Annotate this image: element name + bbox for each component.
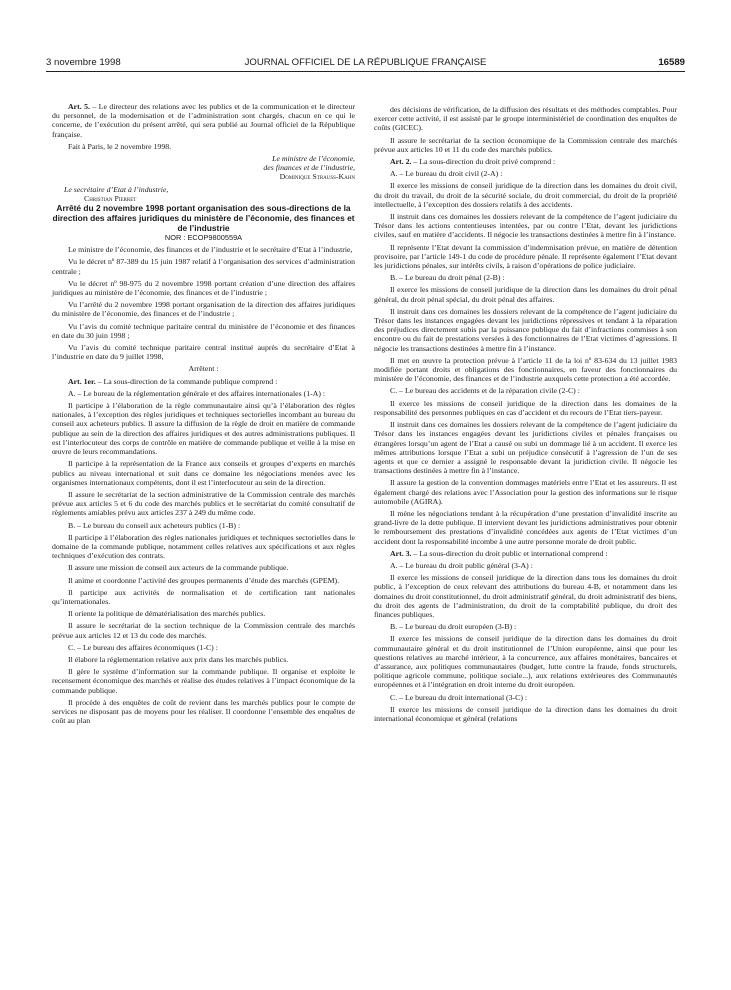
article-3-text: – La sous-direction du droit public et international comprend : (411, 548, 608, 558)
paragraph: Il participe aux activités de normalisation et de certification tant nationales qu’internationales. (52, 587, 355, 606)
nor-reference: NOR : ECOP9800559A (164, 233, 243, 243)
paragraph: Il assure la gestion de la convention dommages matériels entre l’Etat et les assureurs. Il est également chargé des relations avec l’Association pour la gestion des informations sur le risque automobile (AGIRA). (374, 478, 677, 506)
paragraph: Il exerce les missions de conseil juridique de la direction dans les domaines de la responsabilité des personnes publiques en cas d’accident et du recours de l’Etat tiers-payeur. (374, 398, 677, 417)
article-3-paragraphs (374, 561, 677, 723)
paragraph: Il exerce les missions de conseil juridique de la direction dans les domaines du droit pénal général, du droit pénal spécial, du droit pénal des affaires. (374, 285, 677, 304)
paragraph: Il gère le système d’information sur la commande publique. Il organise et exploite le recensement économique des marchés et réalise des études relatives à l’impact économique de la commande publique. (52, 667, 355, 695)
paragraph: des décisions de vérification, de la diffusion des résultats et des méthodes comptables. Pour exercer cette activité, il est assisté par le groupe interministériel de coordination des enquêtes de coûts (GICEC). (374, 105, 677, 133)
paragraph: Il exerce les missions de conseil juridique de la direction dans tous les domaines du droit public, à l’exception de ceux relevant des attributions du bureau 4-B, et notamment dans les domaines du droit constitutionnel, du droit administratif général, du droit administratif des biens, du droit des agents de l’administration, du droit de la comptabilité publique, du droit des finances publiques. (374, 573, 677, 619)
decree-title: Arrêté du 2 novembre 1998 portant organisation des sous-directions de la direction des affaires juridiques du ministère de l’économie, des finances et de l’industrie (52, 203, 355, 234)
article-2-text: – La sous-direction du droit privé comprend : (411, 157, 556, 167)
paragraph: Vu le décret nº 87-389 du 15 juin 1987 relatif à l’organisation des services d’administration centrale ; (52, 257, 355, 276)
article-2-label: Art. 2. (390, 157, 412, 167)
paragraph: Vu l’avis du comité technique paritaire central institué auprès du secrétaire d’Etat à l’industrie en date du 9 juillet 1998, (52, 343, 355, 362)
paragraph: Il assure le secrétariat de la section administrative de la Commission centrale des marchés prévue aux articles 5 et 6 du code des marchés publics et le secrétariat du comité consultatif de règlements amiables prévu aux articles 237 à 249 du même code. (52, 489, 355, 518)
article-2-paragraphs (374, 169, 677, 546)
minister-name: Dominique Strauss-Kahn (279, 172, 355, 182)
article-2 (374, 157, 677, 166)
paragraph: Il représente l’Etat devant la commission d’indemnisation prévue, en matière de détention provisoire, par l’article 149-1 du code de procédure pénale. Il représente également l’Etat devant les juridictions pénales, sur intérêts civils, à raison d’opérations de police judiciaire. (374, 242, 677, 271)
secretary-title: Le secrétaire d’Etat à l’industrie, (64, 184, 169, 194)
paragraph: B. – Le bureau du droit européen (3-B) : (390, 622, 517, 632)
paragraph: Il assure une mission de conseil aux acteurs de la commande publique. (68, 563, 289, 573)
article-5 (52, 102, 355, 139)
secretary-name: Christian Pierret (84, 193, 137, 203)
paragraph: Il assure le secrétariat de la section technique de la Commission centrale des marchés prévue aux articles 12 et 13 du code des marchés. (52, 621, 355, 640)
preamble-paragraphs (52, 245, 355, 361)
paragraph: Il participe à la représentation de la France aux conseils et groupes d’experts en marchés publics au niveau international et suit dans ce domaine les négociations menées avec les organismes internationaux compétents, dont il est l’interlocuteur au sein de la direction. (52, 459, 355, 487)
paragraph: Il participe à l’élaboration de la règle communautaire ainsi qu’à l’élaboration des règles nationales, à l’exception des règles juridiques et techniques sectorielles incombant au bureau du conseil aux acheteurs publics. Il assure la diffusion de la règle de droit en matière de commande publique au sein de la direction des affaires juridiques et des autres administrations publiques. Il est l’interlocuteur des corps de contrôle en matière de commande publique et veille à la mise en œuvre de leurs recommandations. (52, 401, 355, 457)
article-5-text: – Le directeur des relations avec les publics et de la communication et le directeur du personnel, de la modernisation et de l’administration sont chargés, chacun en ce qui le concerne, de l’exécution du présent arrêté, qui sera publié au Journal officiel de la République française. (52, 102, 355, 139)
header-rule (46, 71, 685, 72)
header-date: 3 novembre 1998 (46, 57, 121, 68)
paragraph: A. – Le bureau du droit civil (2-A) : (390, 169, 503, 179)
paragraph: Il oriente la politique de dématérialisation des marchés publics. (68, 609, 266, 619)
paragraph: B. – Le bureau du droit pénal (2-B) : (390, 273, 505, 283)
minister-title-2: des finances et de l’industrie, (263, 163, 355, 173)
page-header (46, 57, 685, 71)
paragraph: Vu l’arrêté du 2 novembre 1998 portant organisation de la direction des affaires juridiques du ministère de l’économie, des finances et de l’industrie ; (52, 300, 355, 319)
right-column (374, 102, 677, 723)
paragraph: C. – Le bureau des affaires économiques (1-C) : (68, 642, 218, 652)
paragraph: Il anime et coordonne l’activité des groupes permanents d’étude des marchés (GPEM). (68, 575, 340, 585)
article-5-label: Art. 5. (68, 102, 90, 111)
article-3-label: Art. 3. (390, 548, 412, 558)
header-page-number: 16589 (658, 57, 685, 68)
paragraph: C. – Le bureau des accidents et de la réparation civile (2-C) : (390, 386, 580, 396)
fait-a-paris: Fait à Paris, le 2 novembre 1998. (68, 141, 172, 151)
article-1-label: Art. 1er. (68, 376, 96, 386)
paragraph: Il mène les négociations tendant à la récupération d’une prestation d’invalidité inscrite au grand-livre de la dette publique. Il intervient devant les juridictions administratives pour obtenir le remboursement des prestations d’invalidité concédées aux agents de l’Etat victimes d’un accident dont la responsabilité incombe à une autre personne morale de droit public. (374, 508, 677, 546)
paragraph: Il procède à des enquêtes de coût de revient dans les marchés publics pour le compte de services ne disposant pas de moyens pour les réaliser. Il coordonne l’ensemble des enquêtes de coût au plan (52, 697, 355, 726)
article-1 (52, 377, 355, 386)
article-1-text: – La sous-direction de la commande publique comprend : (95, 376, 278, 386)
paragraph: Il exerce les missions de conseil juridique de la direction dans les domaines du droit international économique et général (relations (374, 704, 677, 723)
minister-title-1: Le ministre de l’économie, (272, 154, 355, 164)
paragraph: A. – Le bureau du droit public général (3-A) : (390, 560, 533, 570)
article-3 (374, 549, 677, 558)
paragraph: Il assure le secrétariat de la section économique de la Commission centrale des marchés prévue aux articles 10 et 11 du code des marchés publics. (374, 135, 677, 154)
paragraph: Vu le décret nº 98-975 du 2 novembre 1998 portant création d’une direction des affaires juridiques au ministère de l’économie, des finances et de l’industrie ; (52, 278, 355, 298)
paragraph: Il exerce les missions de conseil juridique de la direction dans les domaines du droit civil, du droit du travail, du droit de la sécurité sociale, du droit commercial, du droit de la propriété intellectuelle, à l’exception des dossiers relatifs à des accidents. (374, 181, 677, 209)
header-journal-title: JOURNAL OFFICIEL DE LA RÉPUBLIQUE FRANÇAISE (244, 57, 487, 68)
paragraph: Il élabore la réglementation relative aux prix dans les marchés publics. (68, 654, 289, 664)
paragraph: C. – Le bureau du droit international (3-C) : (390, 692, 528, 702)
paragraph: Il instruit dans ces domaines les dossiers relevant de la compétence de l’agent judiciaire du Trésor dans les actions contentieuses intentées, par ou contre l’Etat, devant les juridictions civiles, sauf en matière d’accidents. Il négocie les transactions destinées à mettre fin à l’instance. (374, 212, 677, 240)
paragraph: Le ministre de l’économie, des finances et de l’industrie et le secrétaire d’Etat à l’industrie, (68, 245, 353, 255)
paragraph: Il instruit dans ces domaines les dossiers relevant de la compétence de l’agent judiciaire du Trésor dans les instances engagées devant les juridictions répressives et tendant à la réparation des préjudices directement subis par la puissance publique du fait d’infractions commises à son encontre ou du fait de prestations versées à des fonctionnaires de l’Etat victimes d’agressions. Il négocie les transactions destinées à mettre fin à l’instance. (374, 306, 677, 353)
paragraph: A. – Le bureau de la réglementation générale et des affaires internationales (1-A) : (68, 388, 326, 398)
paragraph: Il instruit dans ces domaines les dossiers relevant de la compétence de l’agent judiciaire du Trésor dans les instances engagées devant les juridictions civiles et pénales françaises ou étrangères lorsqu’un agent de l’Etat a causé ou subi un dommage lié à un accident. Il exerce les mêmes attributions lorsque l’Etat a subi un préjudice consécutif à l’agression de l’un de ses agents et que ce dernier a assigné le responsable devant la juridiction civile. Il négocie les transactions destinées à mettre fin à l’instance. (374, 420, 677, 476)
paragraph: Il participe à l’élaboration des règles nationales juridiques et techniques sectorielles dans le domaine de la commande publique, notamment celles relatives aux spécifications et aux règles techniques d’exécution des contrats. (52, 532, 355, 561)
article-1-continued-paragraphs (374, 105, 677, 154)
paragraph: Vu l’avis du comité technique paritaire central du ministère de l’économie et des finances en date du 30 juin 1998 ; (52, 321, 355, 340)
left-column (52, 102, 355, 725)
paragraph: Il exerce les missions de conseil juridique de la direction dans les domaines du droit communautaire général et du droit institutionnel de l’Union européenne, ainsi que pour les questions relatives au marché intérieur, à la concurrence, aux affaires monétaires, bancaires et d’assurance, aux politiques communautaires (budget, lutte contre la fraude, fonds structurels, politique agricole commune, politique sociale...), aux relations extérieures des Communautés européennes et à l’intégration en droit interne du droit européen. (374, 634, 677, 690)
arretent: Arrêtent : (188, 364, 219, 374)
article-1-paragraphs (52, 389, 355, 726)
paragraph: B. – Le bureau du conseil aux acheteurs publics (1-B) : (68, 520, 241, 530)
paragraph: Il met en œuvre la protection prévue à l’article 11 de la loi nº 83-634 du 13 juillet 1983 modifiée portant droits et obligations des fonctionnaires, en faveur des fonctionnaires du ministère de l’économie, des finances et de l’industrie auxquels cette protection a été accordée. (374, 355, 677, 384)
